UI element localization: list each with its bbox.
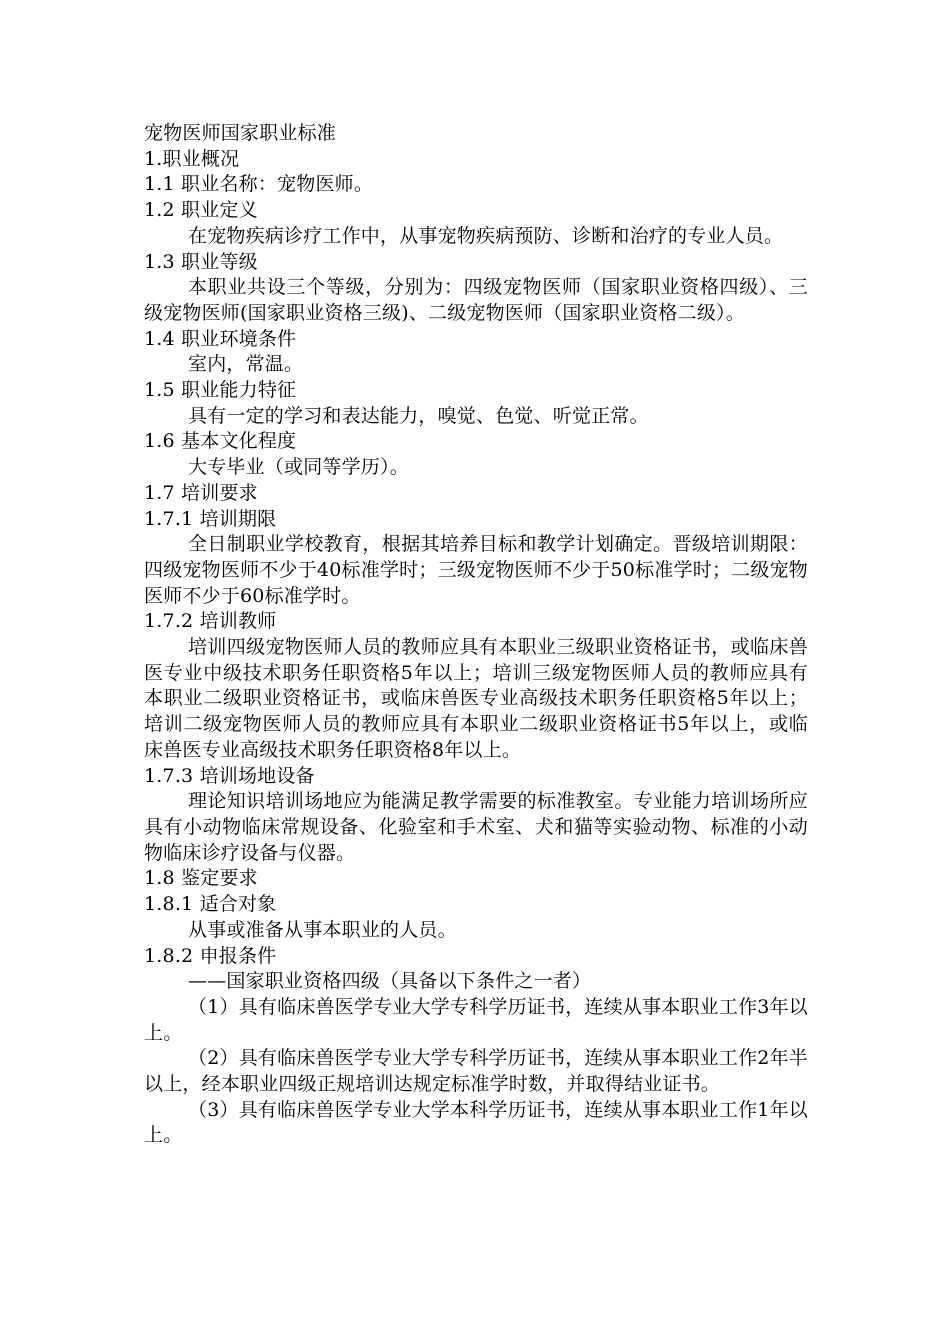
section-heading: 1.7 培训要求 [144,481,258,504]
paragraph-text: 大专毕业（或同等学历）。 [188,456,409,479]
paragraph-text: 室内，常温。 [188,353,304,376]
section-heading: 1.1 职业名称：宠物医师。 [144,173,374,196]
paragraph-text: 全日制职业学校教育，根据其培养目标和教学计划确定。晋级培训期限：四级宠物医师不少于40标准学时；三级宠物医师不少于50标准学时；二级宠物医师不少于60标准学时。 [144,533,808,607]
paragraph-text: 在宠物疾病诊疗工作中，从事宠物疾病预防、诊断和治疗的专业人员。 [188,224,784,247]
section-heading: 1.4 职业环境条件 [144,327,297,350]
paragraph-text: 本职业共设三个等级，分别为：四级宠物医师（国家职业资格四级）、三级宠物医师(国家职业资格三级)、二级宠物医师（国家职业资格二级）。 [144,276,808,324]
section-heading: 1.7.3 培训场地设备 [144,764,315,787]
section-heading: 1.3 职业等级 [144,250,258,273]
document-body [144,121,808,1149]
paragraph-text: 具有一定的学习和表达能力，嗅觉、色觉、听觉正常。 [188,404,649,427]
paragraph-text: 理论知识培训场地应为能满足教学需要的标准教室。专业能力培训场所应具有小动物临床常规设备、化验室和手术室、犬和猫等实验动物、标准的小动物临床诊疗设备与仪器。 [144,790,808,864]
paragraph-text: 从事或准备从事本职业的人员。 [188,918,457,941]
paragraph-text: （1）具有临床兽医学专业大学专科学历证书，连续从事本职业工作3年以上。 [144,995,808,1044]
section-heading: 1.6 基本文化程度 [144,430,297,453]
section-heading: 1.8.1 适合对象 [144,893,277,916]
paragraph-text: （3）具有临床兽医学专业大学本科学历证书，连续从事本职业工作1年以上。 [144,1098,808,1147]
section-heading: 1.2 职业定义 [144,199,258,222]
section-heading: 1.8 鉴定要求 [144,867,258,890]
section-heading: 1.5 职业能力特征 [144,379,297,402]
section-heading: 1.7.1 培训期限 [144,507,277,530]
document-lines [144,147,808,1149]
document-title: 宠物医师国家职业标准 [144,122,337,144]
section-heading: 1.职业概况 [144,147,240,170]
paragraph-text: （2）具有临床兽医学专业大学专科学历证书，连续从事本职业工作2年半以上，经本职业四级正规培训达规定标准学时数，并取得结业证书。 [144,1047,808,1096]
section-heading: 1.8.2 申报条件 [144,944,277,967]
paragraph-text: ——国家职业资格四级（具备以下条件之一者） [188,970,592,993]
paragraph-text: 培训四级宠物医师人员的教师应具有本职业三级职业资格证书，或临床兽医专业中级技术职务任职资格5年以上；培训三级宠物医师人员的教师应具有本职业二级职业资格证书，或临床兽医专业高级技术职务任职资格5年以上；培训二级宠物医师人员的教师应具有本职业二级职业资格证书5年以上，或临床兽医专业高级技术职务任职资格8年以上。 [144,636,808,761]
section-heading: 1.7.2 培训教师 [144,610,277,633]
